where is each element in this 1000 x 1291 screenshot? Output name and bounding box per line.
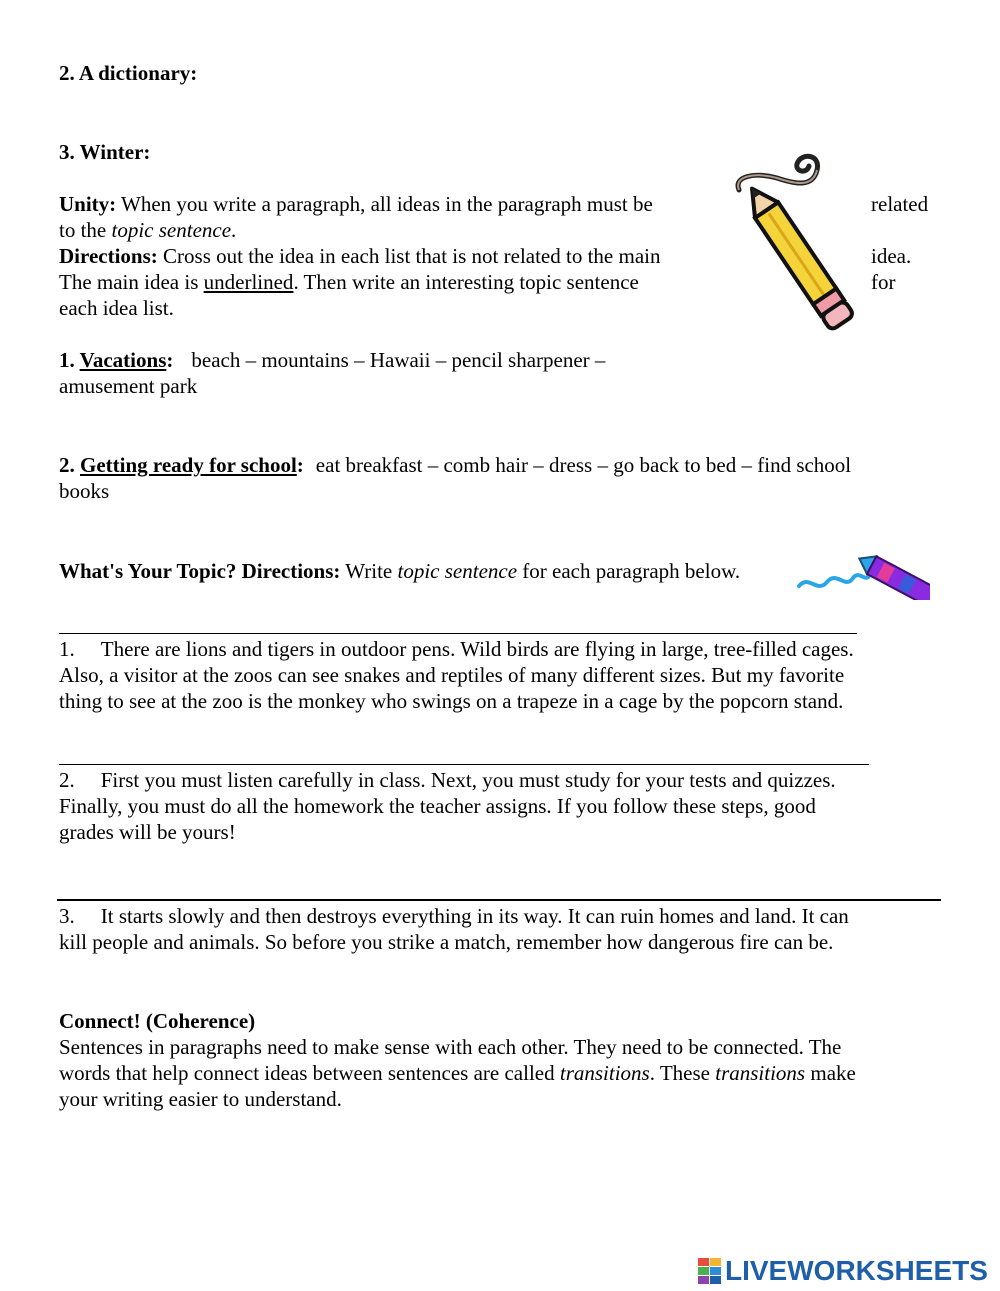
paragraph-2-line3: grades will be yours! <box>59 820 236 844</box>
pencil-icon <box>725 148 865 358</box>
paragraph-1-line1: 1. There are lions and tigers in outdoor pens. Wild birds are flying in large, tree-filled cages. <box>59 637 854 661</box>
answer-line-3[interactable] <box>57 899 941 901</box>
directions-line2: The main idea is underlined. Then write an interesting topic sentence <box>59 270 639 294</box>
connect-line3: your writing easier to understand. <box>59 1087 342 1111</box>
paragraph-2-line2: Finally, you must do all the homework the teacher assigns. If you follow these steps, good <box>59 794 816 818</box>
directions-line1-right: idea. <box>871 244 912 268</box>
directions-line3: each idea list. <box>59 296 174 320</box>
liveworksheets-logo-icon <box>697 1256 723 1286</box>
list2-line2: books <box>59 479 110 503</box>
unity-line2: to the topic sentence. <box>59 218 237 242</box>
crayon-icon <box>795 490 930 600</box>
list2-line1: 2. Getting ready for school: eat breakfast – comb hair – dress – go back to bed – find school <box>59 453 852 477</box>
heading-dictionary: 2. A dictionary: <box>59 61 198 85</box>
paragraph-3-line2: kill people and animals. So before you strike a match, remember how dangerous fire can be. <box>59 930 834 954</box>
directions-line2-right: for <box>871 270 896 294</box>
answer-line-2[interactable] <box>59 764 869 765</box>
liveworksheets-logo <box>697 1256 993 1286</box>
watermark-text: LIVEWORKSHEETS <box>725 1255 988 1286</box>
answer-line-1[interactable] <box>59 633 857 634</box>
topic-directions: What's Your Topic? Directions: Write topic sentence for each paragraph below. <box>59 559 741 583</box>
connect-heading: Connect! (Coherence) <box>59 1009 256 1033</box>
connect-line2: words that help connect ideas between sentences are called transitions. These transitions make <box>59 1061 856 1085</box>
paragraph-1-line3: thing to see at the zoo is the monkey who swings on a trapeze in a cage by the popcorn stand. <box>59 689 844 713</box>
paragraph-2-line1: 2. First you must listen carefully in class. Next, you must study for your tests and quizzes. <box>59 768 836 792</box>
heading-winter: 3. Winter: <box>59 140 151 164</box>
list1-line2: amusement park <box>59 374 198 398</box>
paragraph-1-line2: Also, a visitor at the zoos can see snakes and reptiles of many different sizes. But my favorite <box>59 663 845 687</box>
unity-right: related <box>871 192 929 216</box>
connect-line1: Sentences in paragraphs need to make sense with each other. They need to be connected. The <box>59 1035 842 1059</box>
list1-line1: 1. Vacations: beach – mountains – Hawaii – pencil sharpener – <box>59 348 606 372</box>
directions-line1: Directions: Cross out the idea in each list that is not related to the main <box>59 244 661 268</box>
paragraph-3-line1: 3. It starts slowly and then destroys everything in its way. It can ruin homes and land. It can <box>59 904 849 928</box>
unity-line1: Unity: When you write a paragraph, all ideas in the paragraph must be <box>59 192 653 216</box>
